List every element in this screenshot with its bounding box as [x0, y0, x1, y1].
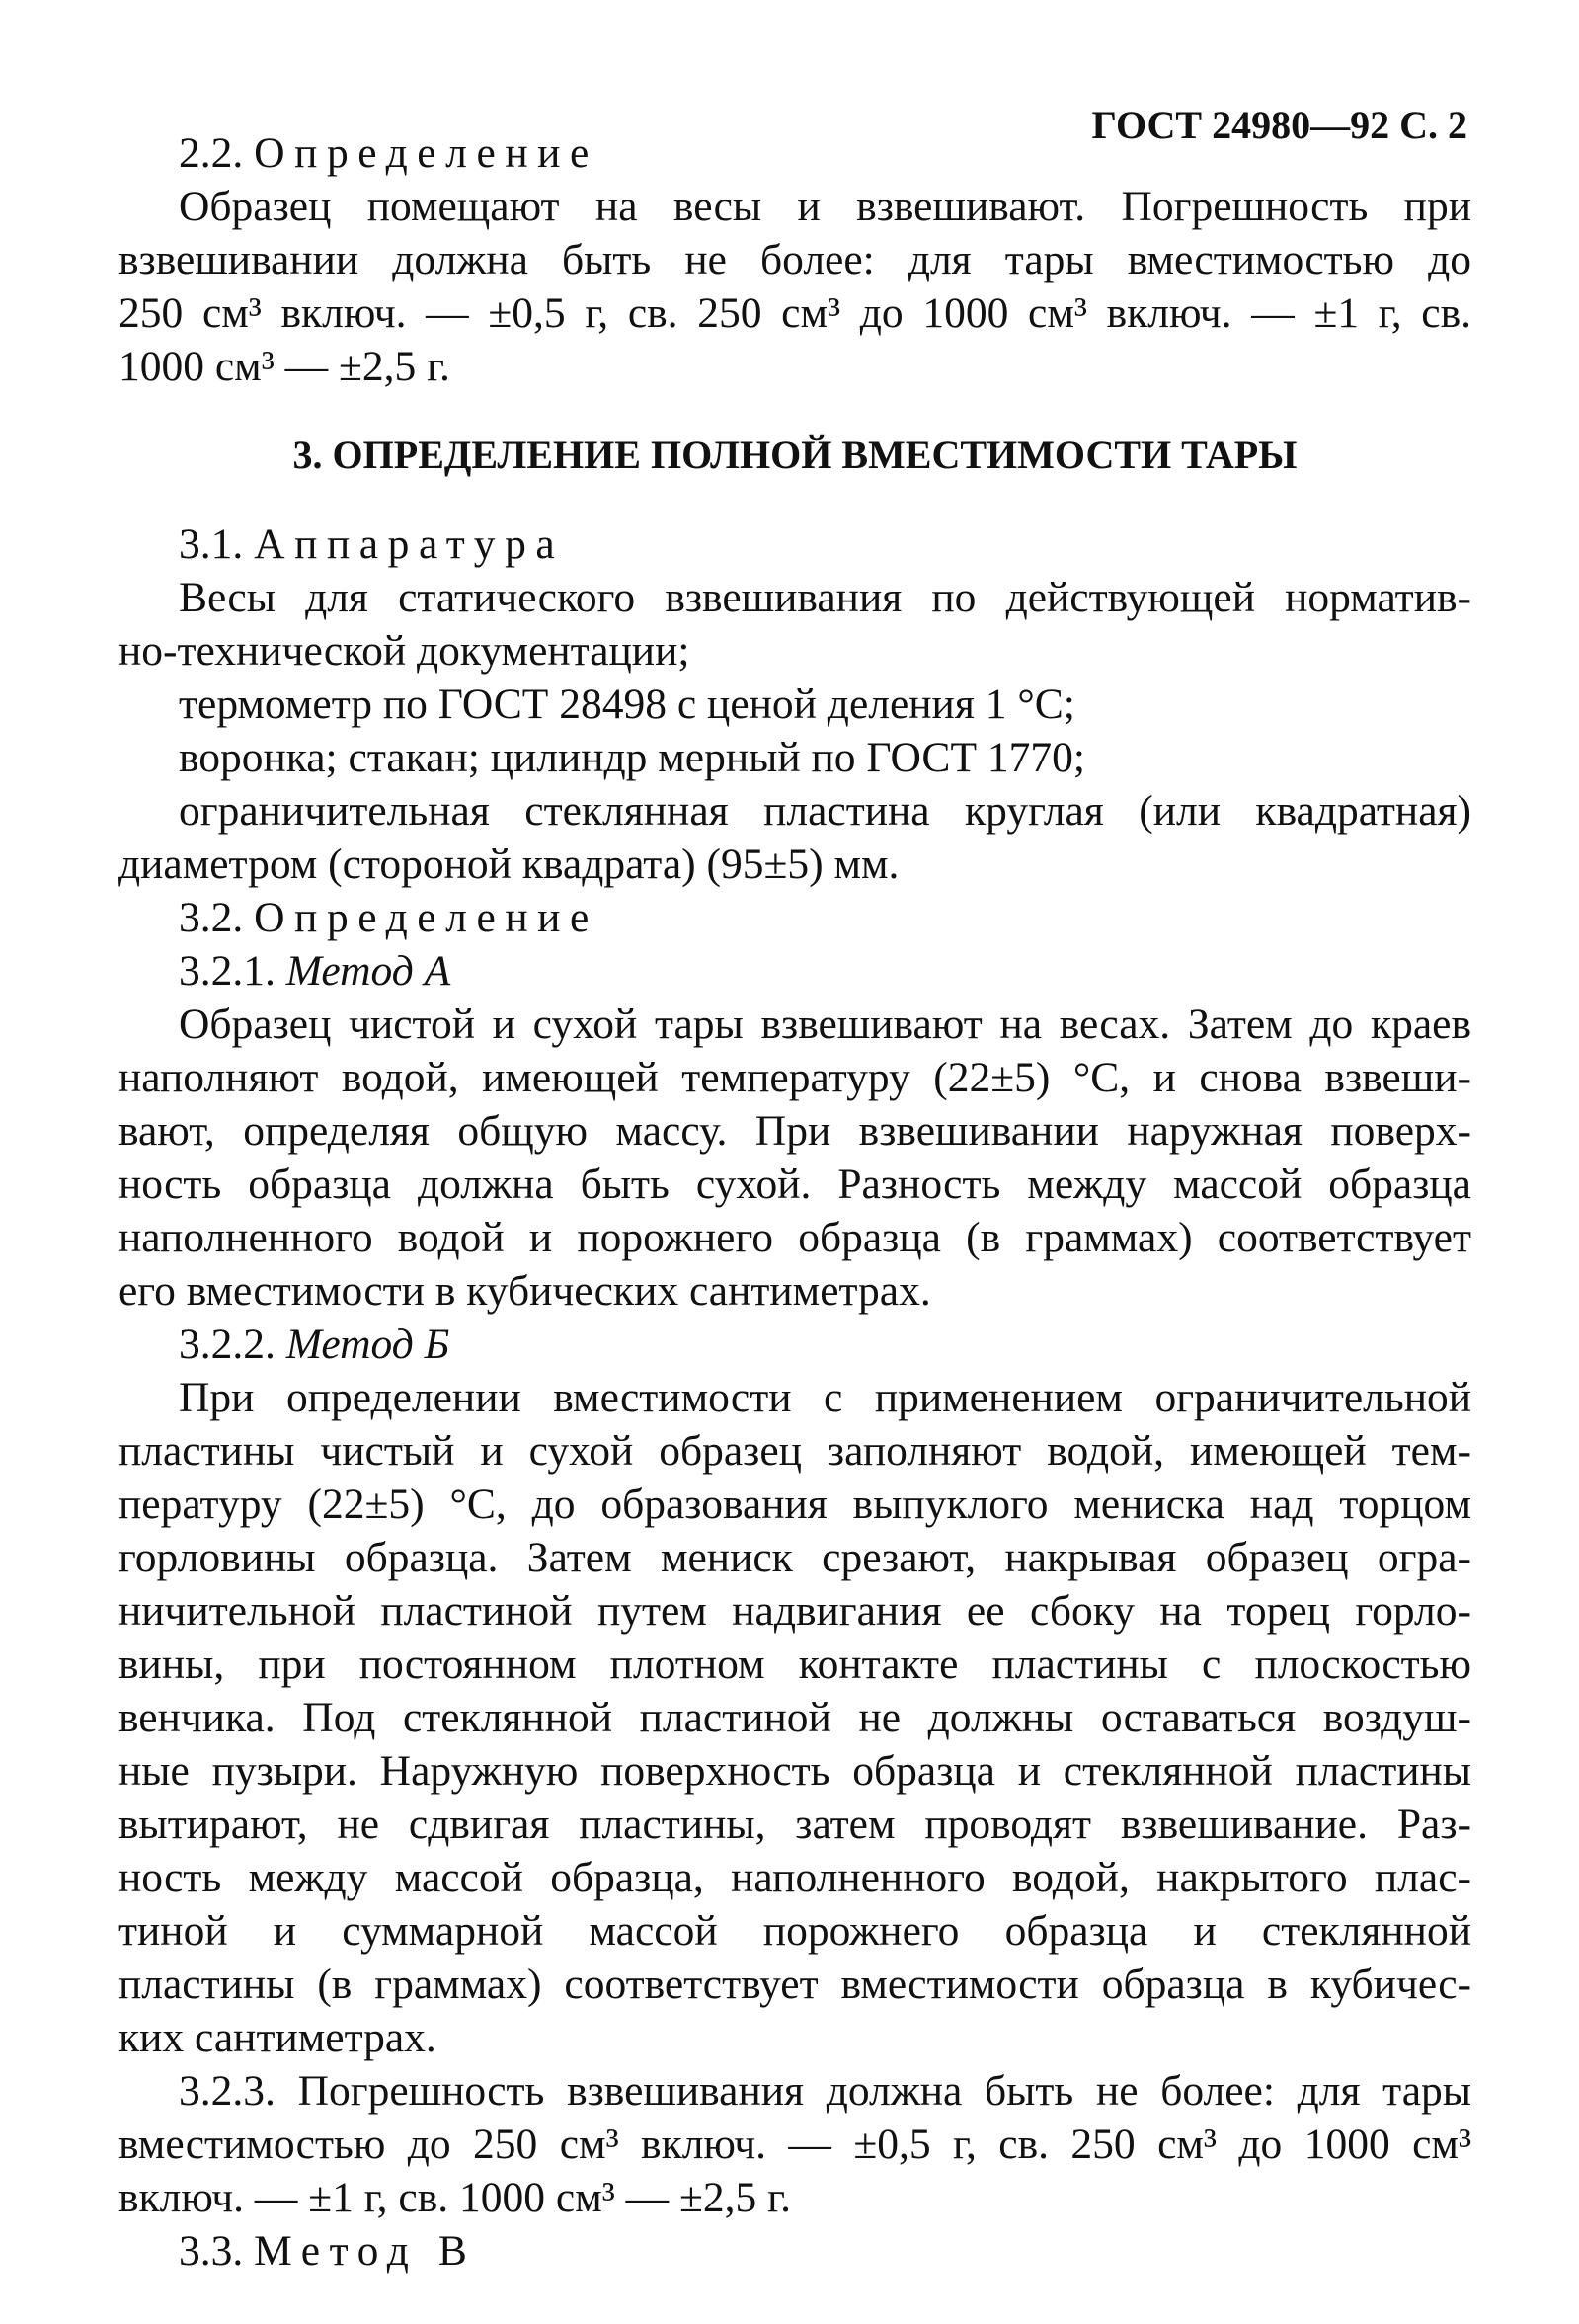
- paragraph-line: вытирают, не сдвигая пластины, затем проводят взвешивание. Раз-: [118, 1801, 1471, 1848]
- section-3-2-title: 3.2. Определение: [179, 894, 598, 941]
- page-header: ГОСТ 24980—92 С. 2: [1091, 103, 1467, 147]
- paragraph-line: пластины чистый и сухой образец заполняют водой, имеющей тем-: [118, 1427, 1471, 1475]
- paragraph-line: его вместимости в кубических сантиметрах.: [118, 1267, 931, 1315]
- paragraph-line: но-технической документации;: [118, 627, 690, 675]
- paragraph-line: 250 см³ включ. — ±0,5 г, св. 250 см³ до 1000 см³ включ. — ±1 г, св.: [118, 289, 1471, 337]
- paragraph-line: ность образца должна быть сухой. Разность между массой образца: [118, 1161, 1471, 1208]
- section-3-heading: 3. ОПРЕДЕЛЕНИЕ ПОЛНОЙ ВМЕСТИМОСТИ ТАРЫ: [292, 433, 1298, 477]
- paragraph-line: вины, при постоянном плотном контакте пластины с плоскостью: [118, 1641, 1471, 1688]
- paragraph-line: Образец помещают на весы и взвешивают. Погрешность при: [179, 183, 1471, 230]
- paragraph-line: Весы для статического взвешивания по действующей норматив-: [179, 574, 1471, 621]
- paragraph-line: диаметром (стороной квадрата) (95±5) мм.: [118, 841, 900, 888]
- section-3-3-title: 3.3. Метод В: [179, 2227, 477, 2275]
- section-3-2-2-title: 3.2.2. Метод Б: [179, 1321, 450, 1368]
- paragraph-line: термометр по ГОСТ 28498 с ценой деления 1 °С;: [179, 681, 1075, 728]
- paragraph-line: Образец чистой и сухой тары взвешивают на весах. Затем до краев: [179, 1001, 1471, 1048]
- paragraph-line: пластины (в граммах) соответствует вместимости образца в кубичес-: [118, 1961, 1471, 2008]
- paragraph-line: горловины образца. Затем мениск срезают, накрывая образец огра-: [118, 1534, 1471, 1581]
- section-2-2-title: 2.2. Определение: [179, 129, 598, 177]
- paragraph-line: ные пузыри. Наружную поверхность образца и стеклянной пластины: [118, 1747, 1471, 1795]
- paragraph-line: При определении вместимости с применением ограничительной: [179, 1374, 1471, 1421]
- paragraph-line: наполненного водой и порожнего образца (в граммах) соответствует: [118, 1214, 1471, 1261]
- paragraph-line: пературу (22±5) °С, до образования выпуклого мениска над торцом: [118, 1481, 1471, 1528]
- paragraph-line: воронка; стакан; цилиндр мерный по ГОСТ 1770;: [179, 734, 1085, 781]
- paragraph-line: ность между массой образца, наполненного водой, накрытого плас-: [118, 1854, 1471, 1901]
- paragraph-line: ничительной пластиной путем надвигания ее сбоку на торец горло-: [118, 1587, 1471, 1635]
- paragraph-line: 1000 см³ — ±2,5 г.: [118, 343, 450, 390]
- paragraph-line: тиной и суммарной массой порожнего образца и стеклянной: [118, 1907, 1471, 1955]
- paragraph-line: наполняют водой, имеющей температуру (22±5) °С, и снова взвеши-: [118, 1054, 1471, 1101]
- paragraph-line: 3.2.3. Погрешность взвешивания должна быть не более: для тары: [179, 2067, 1471, 2115]
- document-body: [118, 99, 1471, 2278]
- paragraph-line: взвешивании должна быть не более: для тары вместимостью до: [118, 236, 1471, 283]
- paragraph-line: включ. — ±1 г, св. 1000 см³ — ±2,5 г.: [118, 2174, 791, 2221]
- paragraph-line: венчика. Под стеклянной пластиной не должны оставаться воздуш-: [118, 1694, 1471, 1741]
- section-3-1-title: 3.1. Аппаратура: [179, 521, 565, 568]
- paragraph-line: вают, определяя общую массу. При взвешивании наружная поверх-: [118, 1107, 1471, 1155]
- paragraph-line: ких сантиметрах.: [118, 2014, 436, 2061]
- paragraph-line: ограничительная стеклянная пластина круглая (или квадратная): [179, 787, 1471, 835]
- paragraph-line: вместимостью до 250 см³ включ. — ±0,5 г, св. 250 см³ до 1000 см³: [118, 2121, 1471, 2168]
- section-3-2-1-title: 3.2.1. Метод А: [179, 947, 451, 995]
